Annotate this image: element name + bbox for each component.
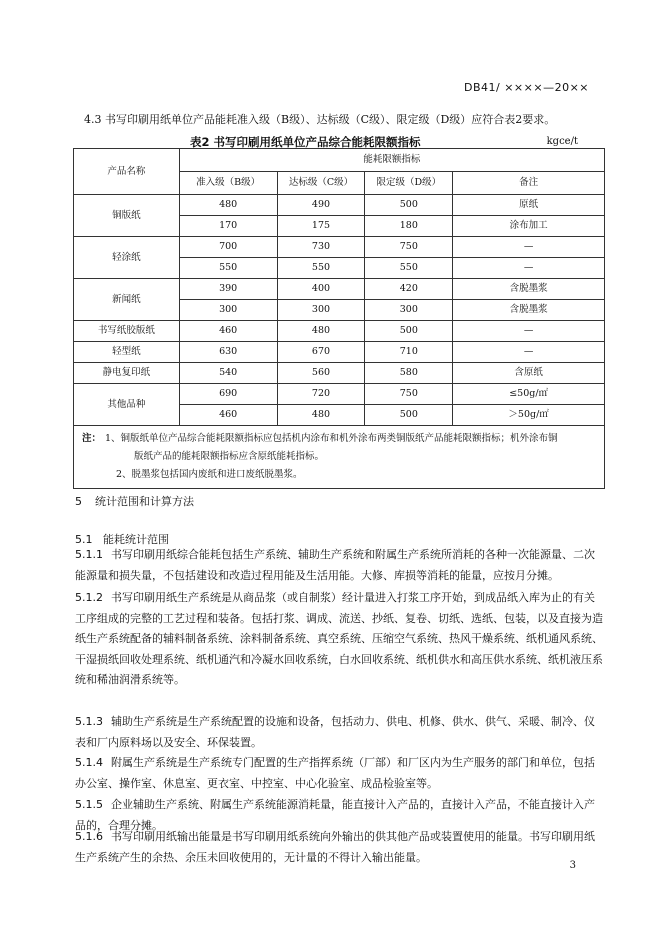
col-group-energy-limit: 能耗限额指标 xyxy=(179,149,604,172)
table-header-row xyxy=(74,149,605,172)
product-name-cell: 新闻纸 xyxy=(74,279,180,321)
level-c-cell: 550 xyxy=(277,258,365,279)
paragraph-number: 5.1.2 xyxy=(75,591,103,604)
table-row xyxy=(74,363,605,384)
col-level-c: 达标级（C级） xyxy=(277,172,365,195)
level-c-cell: 400 xyxy=(277,279,365,300)
table-row xyxy=(74,321,605,342)
level-c-cell: 490 xyxy=(277,195,365,216)
col-remark: 备注 xyxy=(453,172,605,195)
remark-cell: 原纸 xyxy=(453,195,605,216)
level-d-cell: 180 xyxy=(365,216,453,237)
paragraph-text: 附属生产系统是生产系统专门配置的生产指挥系统（厂部）和厂区内为生产服务的部门和单位，包括办公室、操作室、休息室、更衣室、中控室、中心化验室、成品检验室等。 xyxy=(75,756,595,790)
level-c-cell: 730 xyxy=(277,237,365,258)
paragraph-number: 5.1.3 xyxy=(75,715,103,728)
level-d-cell: 420 xyxy=(365,279,453,300)
section-5-number: 5 xyxy=(75,495,82,508)
paragraph-number: 5.1.1 xyxy=(75,548,103,561)
remark-cell: 涂布加工 xyxy=(453,216,605,237)
level-c-cell: 670 xyxy=(277,342,365,363)
paragraph-number: 5.1.6 xyxy=(75,830,103,843)
product-name-cell: 铜版纸 xyxy=(74,195,180,237)
remark-cell: 含脱墨浆 xyxy=(453,279,605,300)
paragraph-5-1-2 xyxy=(75,588,603,691)
level-c-cell: 480 xyxy=(277,321,365,342)
paragraph-5-1-1 xyxy=(75,545,603,586)
remark-cell: ≤50g/㎡ xyxy=(453,384,605,405)
note-1b: 版纸产品的能耗限额指标应含原纸能耗指标。 xyxy=(134,451,325,462)
level-d-cell: 710 xyxy=(365,342,453,363)
table-notes-row xyxy=(74,426,605,489)
level-b-cell: 460 xyxy=(179,321,277,342)
col-product-name: 产品名称 xyxy=(74,149,180,195)
level-d-cell: 500 xyxy=(365,321,453,342)
paragraph-text: 书写印刷用纸输出能量是书写印刷用纸系统向外输出的供其他产品或装置使用的能量。书写印刷用纸生产系统产生的余热、余压未回收使用的，无计量的不得计入输出能量。 xyxy=(75,830,595,864)
level-b-cell: 390 xyxy=(179,279,277,300)
paragraph-number: 5.1.5 xyxy=(75,798,103,811)
section-5-1-number: 5.1 xyxy=(75,533,93,546)
col-level-d: 限定级（D级） xyxy=(365,172,453,195)
level-b-cell: 460 xyxy=(179,405,277,426)
table-notes xyxy=(74,426,605,489)
table-row xyxy=(74,342,605,363)
level-d-cell: 550 xyxy=(365,258,453,279)
product-name-cell: 其他品种 xyxy=(74,384,180,426)
paragraph-number: 5.1.4 xyxy=(75,756,103,769)
level-d-cell: 580 xyxy=(365,363,453,384)
level-b-cell: 630 xyxy=(179,342,277,363)
level-d-cell: 300 xyxy=(365,300,453,321)
remark-cell: — xyxy=(453,342,605,363)
level-d-cell: 500 xyxy=(365,195,453,216)
section-5-1-title: 能耗统计范围 xyxy=(103,533,169,546)
table-unit: kgce/t xyxy=(546,136,578,147)
level-d-cell: 750 xyxy=(365,237,453,258)
product-name-cell: 轻涂纸 xyxy=(74,237,180,279)
table-row xyxy=(74,279,605,300)
level-b-cell: 170 xyxy=(179,216,277,237)
product-name-cell: 书写纸胶版纸 xyxy=(74,321,180,342)
remark-cell: — xyxy=(453,321,605,342)
page-number: 3 xyxy=(569,860,576,871)
energy-limit-table xyxy=(73,148,605,489)
level-b-cell: 550 xyxy=(179,258,277,279)
level-b-cell: 700 xyxy=(179,237,277,258)
level-b-cell: 480 xyxy=(179,195,277,216)
remark-cell: 含原纸 xyxy=(453,363,605,384)
clause-4-3: 4.3 书写印刷用纸单位产品能耗准入级（B级）、达标级（C级）、限定级（D级）应符合表2要求。 xyxy=(84,113,556,126)
level-b-cell: 540 xyxy=(179,363,277,384)
paragraph-5-1-3 xyxy=(75,712,603,753)
level-b-cell: 300 xyxy=(179,300,277,321)
remark-cell: ＞50g/㎡ xyxy=(453,405,605,426)
col-level-b: 准入级（B级） xyxy=(179,172,277,195)
table-row xyxy=(74,195,605,216)
remark-cell: — xyxy=(453,258,605,279)
level-b-cell: 690 xyxy=(179,384,277,405)
product-name-cell: 轻型纸 xyxy=(74,342,180,363)
table-row xyxy=(74,237,605,258)
paragraph-text: 书写印刷用纸综合能耗包括生产系统、辅助生产系统和附属生产系统所消耗的各种一次能源量、二次能源量和损失量，不包括建设和改造过程用能及生活用能。大修、库损等消耗的能量，应按月分摊。 xyxy=(75,548,595,582)
remark-cell: — xyxy=(453,237,605,258)
level-c-cell: 720 xyxy=(277,384,365,405)
table-title: 表2 书写印刷用纸单位产品综合能耗限额指标 xyxy=(190,135,421,149)
section-5-title: 统计范围和计算方法 xyxy=(95,495,194,508)
document-code: DB41/ ××××—20×× xyxy=(463,81,589,94)
level-c-cell: 175 xyxy=(277,216,365,237)
level-c-cell: 560 xyxy=(277,363,365,384)
note-2: 2、脱墨浆包括国内废纸和进口废纸脱墨浆。 xyxy=(116,469,303,480)
paragraph-5-1-4 xyxy=(75,753,603,794)
level-c-cell: 480 xyxy=(277,405,365,426)
section-5-heading xyxy=(75,493,194,509)
paragraph-text: 企业辅助生产系统、附属生产系统能源消耗量，能直接计入产品的，直接计入产品，不能直接计入产品的，合理分摊。 xyxy=(75,798,595,832)
level-d-cell: 750 xyxy=(365,384,453,405)
table-row xyxy=(74,384,605,405)
product-name-cell: 静电复印纸 xyxy=(74,363,180,384)
paragraph-text: 辅助生产系统是生产系统配置的设施和设备，包括动力、供电、机修、供水、供气、采暖、制冷、仪表和厂内原料场以及安全、环保装置。 xyxy=(75,715,595,749)
paragraph-text: 书写印刷用纸生产系统是从商品浆（或自制浆）经计量进入打浆工序开始，到成品纸入库为止的有关工序组成的完整的工艺过程和装备。包括打浆、调成、流送、抄纸、复卷、切纸、选纸、包装，以及直接为造纸生产系统配备的辅料制备系统、涂料制备系统、真空系统、压缩空气系统、热风干燥系统、纸机通风系统、干湿损纸回收处理系统、纸机通汽和冷凝水回收系统，白水回收系统、纸机供水和高压供水系统、纸机液压系统和稀油润滑系统等。 xyxy=(75,591,603,686)
remark-cell: 含脱墨浆 xyxy=(453,300,605,321)
note-label: 注： xyxy=(82,433,102,444)
level-c-cell: 300 xyxy=(277,300,365,321)
paragraph-5-1-6 xyxy=(75,827,603,868)
note-1a: 1、铜版纸单位产品综合能耗限额指标应包括机内涂布和机外涂布两类铜版纸产品能耗限额指标；机外涂布铜 xyxy=(105,433,558,444)
level-d-cell: 500 xyxy=(365,405,453,426)
